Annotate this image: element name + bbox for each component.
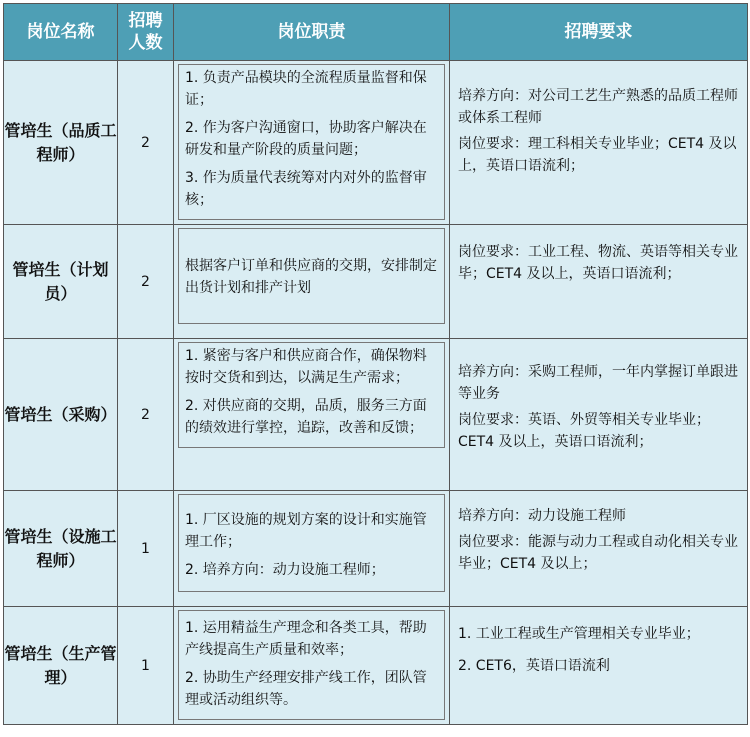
table-row	[4, 607, 748, 725]
duty-item: 2. 作为客户沟通窗口，协助客户解决在研发和量产阶段的质量问题；	[185, 120, 427, 158]
requirement-item: 1. 工业工程或生产管理相关专业毕业；	[458, 626, 700, 642]
requirements-box	[450, 225, 747, 291]
requirement-item: 培养方向：采购工程师，一年内掌握订单跟进等业务	[458, 364, 738, 402]
headcount: 1	[118, 607, 174, 725]
requirements-box	[450, 61, 747, 183]
requirement-item: 2. CET6，英语口语流利	[458, 658, 610, 674]
duty-item: 2. 对供应商的交期，品质，服务三方面的绩效进行掌控，追踪，改善和反馈；	[185, 398, 427, 436]
header-requirements: 招聘要求	[450, 4, 748, 61]
header-position: 岗位名称	[4, 4, 118, 61]
position-title: 管培生（生产管理）	[4, 607, 118, 725]
duties-box	[178, 610, 445, 720]
duty-item: 1. 厂区设施的规划方案的设计和实施管理工作；	[185, 512, 427, 550]
recruitment-table	[3, 3, 748, 725]
table-row	[4, 339, 748, 491]
duties-box	[178, 494, 445, 592]
duty-item: 3. 作为质量代表统筹对内对外的监督审核；	[185, 170, 427, 208]
requirements-cell	[450, 61, 748, 225]
duties-cell	[174, 61, 450, 225]
position-title: 管培生（品质工程师）	[4, 61, 118, 225]
duty-item: 1. 负责产品模块的全流程质量监督和保证；	[185, 70, 427, 108]
requirements-cell	[450, 339, 748, 491]
requirements-cell	[450, 491, 748, 607]
duties-cell	[174, 607, 450, 725]
headcount: 2	[118, 61, 174, 225]
table-row	[4, 61, 748, 225]
requirements-cell	[450, 225, 748, 339]
duty-item: 1. 运用精益生产理念和各类工具，帮助产线提高生产质量和效率；	[185, 620, 427, 658]
position-title: 管培生（采购）	[4, 339, 118, 491]
requirement-item: 岗位要求：英语、外贸等相关专业毕业；CET4 及以上，英语口语流利；	[458, 412, 710, 450]
requirements-box	[450, 339, 747, 459]
header-count-line1: 招聘	[128, 11, 163, 31]
duties-cell	[174, 491, 450, 607]
header-count	[118, 4, 174, 61]
header-row	[4, 4, 748, 61]
header-duties: 岗位职责	[174, 4, 450, 61]
duties-cell	[174, 339, 450, 491]
headcount: 1	[118, 491, 174, 607]
duty-item: 2. 培养方向：动力设施工程师；	[185, 562, 385, 578]
table-row	[4, 491, 748, 607]
table-row	[4, 225, 748, 339]
duties-box	[178, 342, 445, 448]
header-count-line2: 人数	[128, 33, 163, 53]
position-title: 管培生（计划员）	[4, 225, 118, 339]
requirement-item: 岗位要求：工业工程、物流、英语等相关专业毕；CET4 及以上，英语口语流利；	[458, 244, 738, 282]
headcount: 2	[118, 339, 174, 491]
duty-item: 根据客户订单和供应商的交期，安排制定出货计划和排产计划	[185, 258, 437, 296]
duties-box	[178, 64, 445, 220]
requirement-item: 培养方向：对公司工艺生产熟悉的品质工程师或体系工程师	[458, 88, 738, 126]
requirements-cell	[450, 607, 748, 725]
duties-cell	[174, 225, 450, 339]
duty-item: 2. 协助生产经理安排产线工作，团队管理或活动组织等。	[185, 670, 427, 708]
requirements-box	[450, 491, 747, 581]
requirement-item: 培养方向：动力设施工程师	[458, 508, 626, 524]
requirement-item: 岗位要求：能源与动力工程或自动化相关专业毕业；CET4 及以上；	[458, 534, 738, 572]
duty-item: 1. 紧密与客户和供应商合作，确保物料按时交货和到达，以满足生产需求；	[185, 348, 427, 386]
position-title: 管培生（设施工程师）	[4, 491, 118, 607]
requirements-box	[450, 607, 747, 683]
requirement-item: 岗位要求：理工科相关专业毕业；CET4 及以上，英语口语流利；	[458, 136, 737, 174]
headcount: 2	[118, 225, 174, 339]
duties-box	[178, 228, 445, 324]
